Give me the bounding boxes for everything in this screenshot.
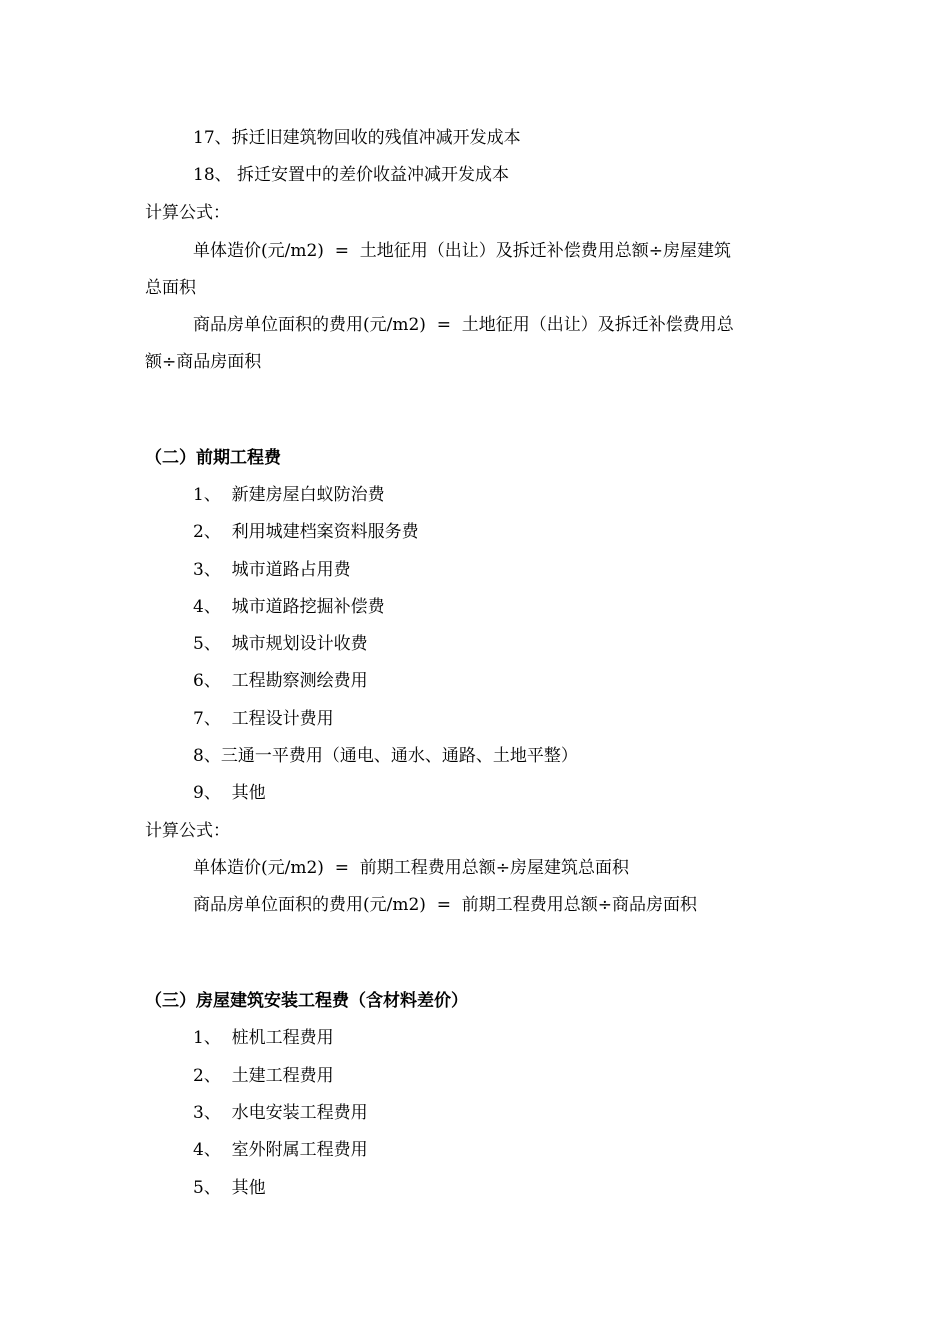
list-item-17: 17、拆迁旧建筑物回收的残值冲减开发成本 [193,128,521,148]
list-item: 5、 其他 [193,1178,266,1198]
list-item: 1、 新建房屋白蚁防治费 [193,485,385,505]
list-item: 8、三通一平费用（通电、通水、通路、土地平整） [193,746,578,766]
section-heading-preliminary: （二）前期工程费 [145,448,281,468]
list-item: 9、 其他 [193,783,266,803]
list-item: 3、 水电安装工程费用 [193,1103,368,1123]
list-item: 3、 城市道路占用费 [193,560,351,580]
list-item: 2、 土建工程费用 [193,1066,334,1086]
formula-unit-cost: 单体造价(元/m2) = 前期工程费用总额÷房屋建筑总面积 [193,858,630,878]
formula-commercial-continued: 额÷商品房面积 [145,352,262,372]
list-item: 4、 城市道路挖掘补偿费 [193,597,385,617]
formula-commercial: 商品房单位面积的费用(元/m2) = 土地征用（出让）及拆迁补偿费用总 [193,315,734,335]
section-heading-construction: （三）房屋建筑安装工程费（含材料差价） [145,991,468,1011]
formula-commercial: 商品房单位面积的费用(元/m2) = 前期工程费用总额÷商品房面积 [193,895,698,915]
list-item: 1、 桩机工程费用 [193,1028,334,1048]
formula-label: 计算公式： [145,821,230,841]
list-item: 6、 工程勘察测绘费用 [193,671,368,691]
list-item-18: 18、 拆迁安置中的差价收益冲减开发成本 [193,165,510,185]
list-item: 4、 室外附属工程费用 [193,1140,368,1160]
formula-unit-cost: 单体造价(元/m2) = 土地征用（出让）及拆迁补偿费用总额÷房屋建筑 [193,241,732,261]
formula-unit-cost-continued: 总面积 [145,278,196,298]
list-item: 5、 城市规划设计收费 [193,634,368,654]
list-item: 2、 利用城建档案资料服务费 [193,522,419,542]
list-item: 7、 工程设计费用 [193,709,334,729]
formula-label: 计算公式： [145,203,230,223]
